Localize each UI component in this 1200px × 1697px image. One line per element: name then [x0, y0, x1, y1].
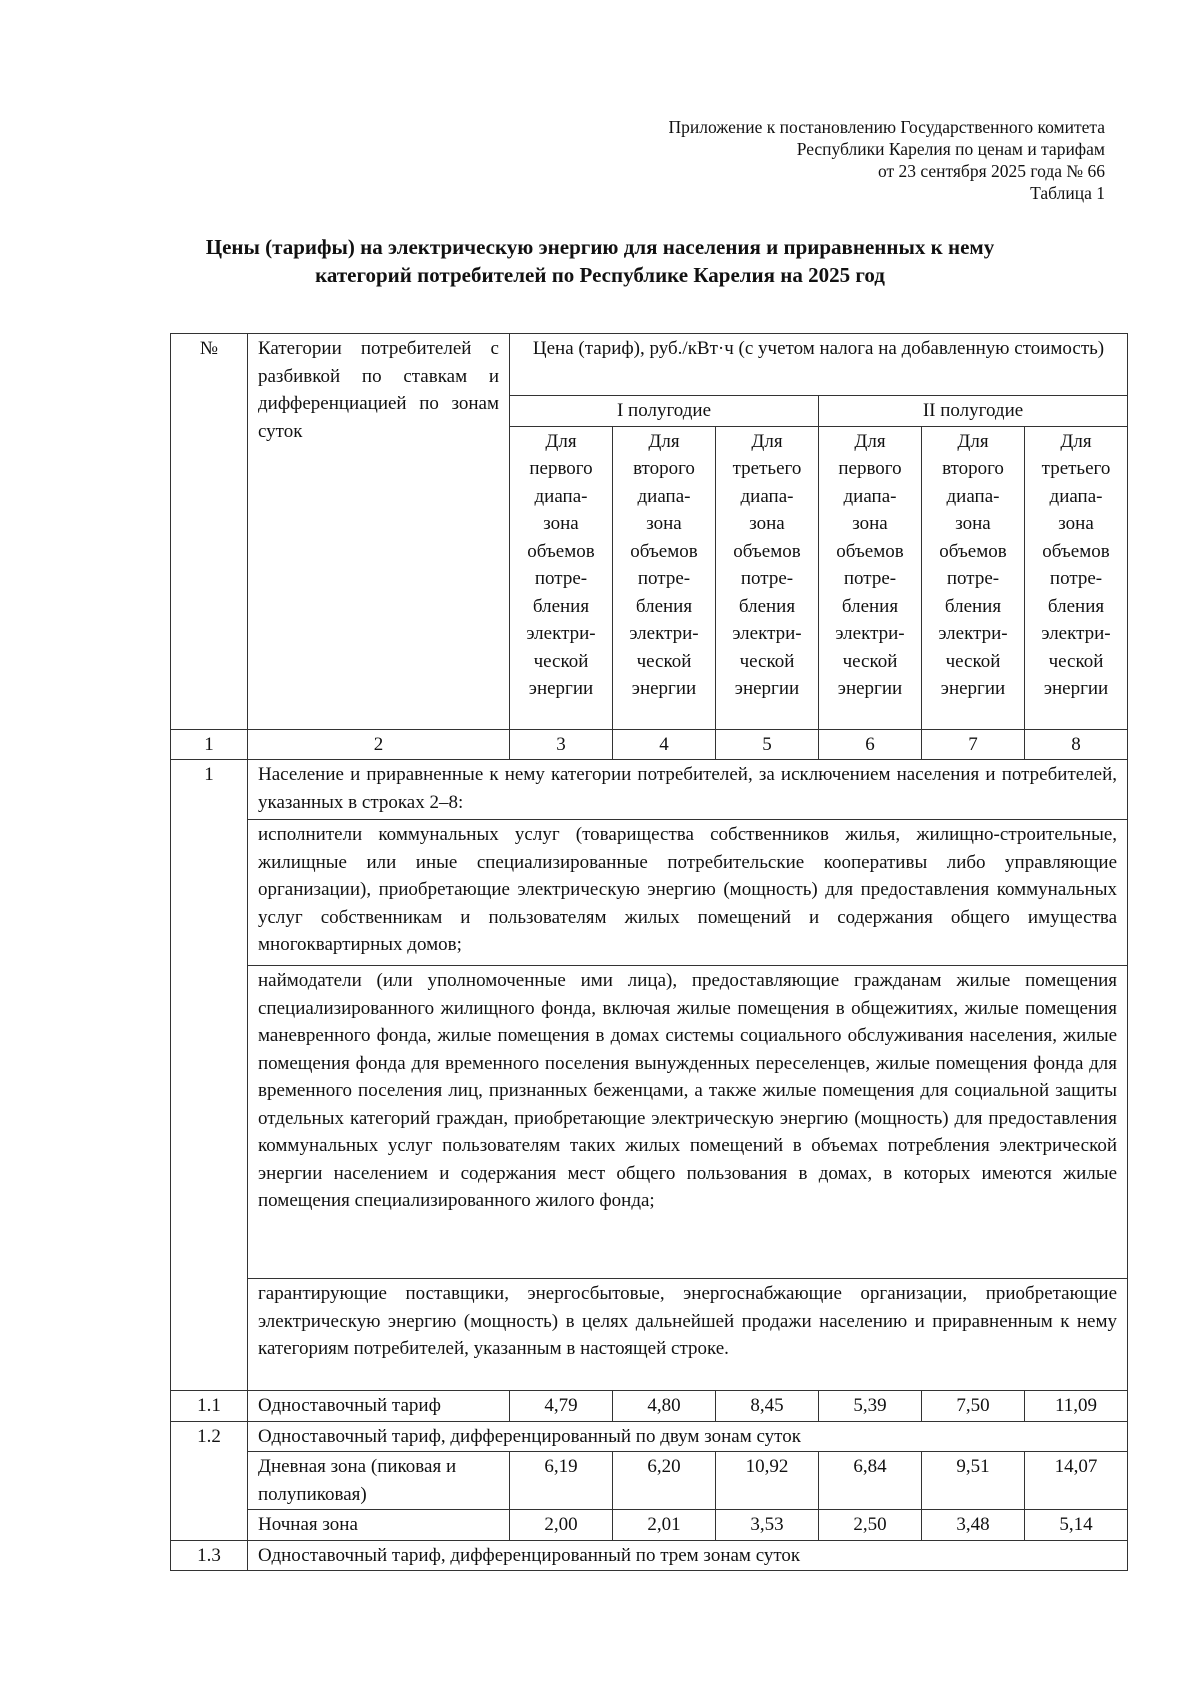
document-header	[668, 116, 1105, 204]
header-subcol: Для первого диапа-зона объемов потре-бления электри-ческой энергии	[510, 426, 613, 729]
column-number: 1	[171, 729, 248, 760]
column-numbers-row	[171, 729, 1128, 760]
header-number: №	[171, 334, 248, 730]
header-price: Цена (тариф), руб./кВт·ч (с учетом налога на добавленную стоимость)	[510, 334, 1128, 396]
column-number: 4	[613, 729, 716, 760]
header-categories: Категории потребителей с разбивкой по ставкам и дифференциацией по зонам суток	[248, 334, 510, 730]
tariff-value: 10,92	[716, 1452, 819, 1510]
row-1-paragraph-landlords: наймодатели (или уполномоченные ими лица), предоставляющие гражданам жилые помещения специализированного жилищного фонда, включая жилые помещения в общежитиях, жилые помещения маневренного фонда, жилые помещения в домах системы социального обслуживания населения, жилые помещения фонда для временного поселения вынужденных переселенцев, жилые помещения фонда для временного поселения лиц, признанных беженцами, а также жилые помещения для социальной защиты отдельных категорий граждан, приобретающие электрическую энергию (мощность) для предоставления коммунальных услуг пользователям таких жилых помещений в объемах потребления электрической энергии населением и содержания мест общего пользования в домах, в которых имеются жилые помещения специализированного жилого фонда;	[248, 966, 1128, 1279]
table-row-1-paragraph	[171, 820, 1128, 966]
row-number: 1	[171, 760, 248, 1391]
header-subcol: Для второго диапа-зона объемов потре-бления электри-ческой энергии	[922, 426, 1025, 729]
column-number: 2	[248, 729, 510, 760]
row-1-paragraph-suppliers: гарантирующие поставщики, энергосбытовые, энергоснабжающие организации, приобретающие электрическую энергию (мощность) в целях дальнейшей продажи населению и приравненным к нему категориям потребителей, указанным в настоящей строке.	[248, 1279, 1128, 1391]
row-number: 1.3	[171, 1540, 248, 1571]
document-title	[140, 233, 1060, 289]
row-1-3-label: Одноставочный тариф, дифференцированный по трем зонам суток	[248, 1540, 1128, 1571]
tariff-value: 5,14	[1025, 1510, 1128, 1541]
table-row-1-paragraph	[171, 1279, 1128, 1391]
tariff-value: 4,79	[510, 1391, 613, 1422]
header-subcol: Для первого диапа-зона объемов потре-бления электри-ческой энергии	[819, 426, 922, 729]
table-row-1-paragraph	[171, 966, 1128, 1279]
column-number: 6	[819, 729, 922, 760]
row-1-paragraph-utilities: исполнители коммунальных услуг (товарищества собственников жилья, жилищно-строительные, жилищные или иные специализированные потребительские кооперативы либо управляющие организации), приобретающие электрическую энергию (мощность) для предоставления коммунальных услуг собственникам и пользователям жилых помещений и содержания общего имущества многоквартирных домов;	[248, 820, 1128, 966]
tariff-value: 3,48	[922, 1510, 1025, 1541]
row-1-title: Население и приравненные к нему категории потребителей, за исключением населения и потребителей, указанных в строках 2–8:	[248, 760, 1128, 820]
table-row-1	[171, 760, 1128, 820]
header-line-appendix: Приложение к постановлению Государственного комитета	[668, 117, 1105, 137]
header-line-date: от 23 сентября 2025 года № 66	[877, 161, 1105, 181]
header-line-table-number: Таблица 1	[1030, 183, 1105, 203]
tariff-value: 3,53	[716, 1510, 819, 1541]
header-half-2: II полугодие	[819, 396, 1128, 427]
column-number: 3	[510, 729, 613, 760]
row-number: 1.1	[171, 1391, 248, 1422]
header-line-committee: Республики Карелия по ценам и тарифам	[796, 139, 1105, 159]
table-row-1-3	[171, 1540, 1128, 1571]
tariff-value: 11,09	[1025, 1391, 1128, 1422]
column-number: 5	[716, 729, 819, 760]
title-line-2: категорий потребителей по Республике Карелия на 2025 год	[315, 263, 885, 287]
header-subcol: Для третьего диапа-зона объемов потре-бления электри-ческой энергии	[1025, 426, 1128, 729]
header-subcol: Для третьего диапа-зона объемов потре-бления электри-ческой энергии	[716, 426, 819, 729]
table-header-row	[171, 334, 1128, 396]
tariff-table	[170, 333, 1128, 1571]
header-subcol: Для второго диапа-зона объемов потре-бления электри-ческой энергии	[613, 426, 716, 729]
day-zone-label: Дневная зона (пиковая и полупиковая)	[248, 1452, 510, 1510]
table-row-1-1	[171, 1391, 1128, 1422]
title-line-1: Цены (тарифы) на электрическую энергию для населения и приравненных к нему	[205, 235, 995, 259]
night-zone-label: Ночная зона	[248, 1510, 510, 1541]
table-row-1-2-day	[171, 1452, 1128, 1510]
column-number: 8	[1025, 729, 1128, 760]
tariff-value: 6,84	[819, 1452, 922, 1510]
tariff-value: 5,39	[819, 1391, 922, 1422]
tariff-value: 7,50	[922, 1391, 1025, 1422]
row-number: 1.2	[171, 1421, 248, 1540]
row-1-2-label: Одноставочный тариф, дифференцированный по двум зонам суток	[248, 1421, 1128, 1452]
tariff-value: 2,01	[613, 1510, 716, 1541]
row-1-1-label: Одноставочный тариф	[248, 1391, 510, 1422]
tariff-value: 2,50	[819, 1510, 922, 1541]
header-half-1: I полугодие	[510, 396, 819, 427]
tariff-value: 14,07	[1025, 1452, 1128, 1510]
column-number: 7	[922, 729, 1025, 760]
tariff-value: 2,00	[510, 1510, 613, 1541]
tariff-value: 4,80	[613, 1391, 716, 1422]
tariff-value: 6,20	[613, 1452, 716, 1510]
table-row-1-2	[171, 1421, 1128, 1452]
tariff-value: 9,51	[922, 1452, 1025, 1510]
tariff-value: 8,45	[716, 1391, 819, 1422]
table-row-1-2-night	[171, 1510, 1128, 1541]
tariff-value: 6,19	[510, 1452, 613, 1510]
